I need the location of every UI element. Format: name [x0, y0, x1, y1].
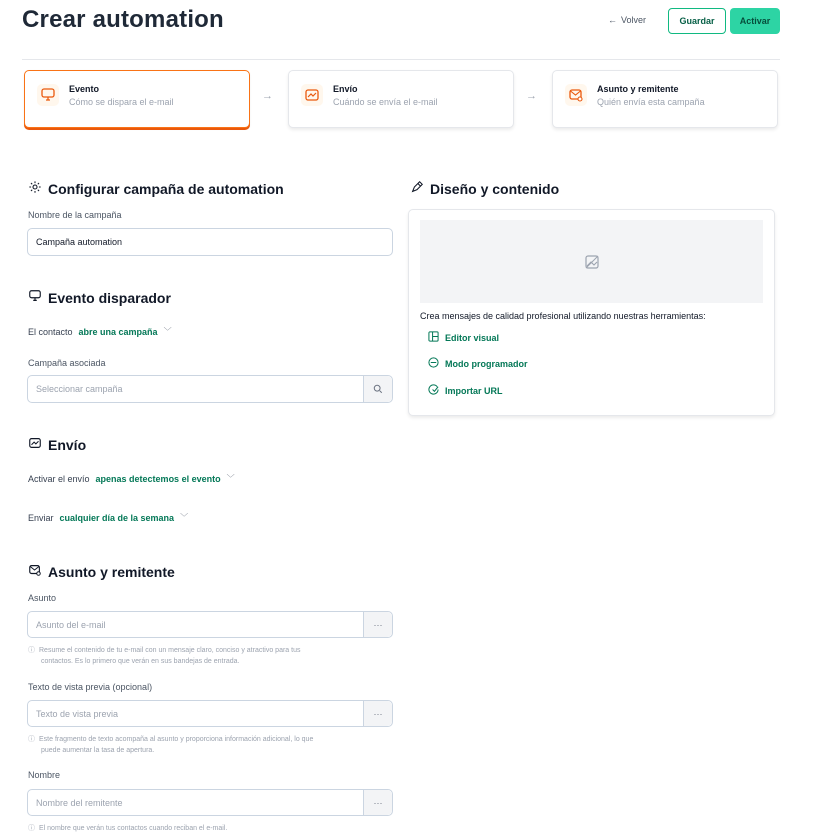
- activate-button[interactable]: Activar: [730, 8, 780, 34]
- subject-hint-line-1: Resume el contenido de tu e-mail con un mensaje claro, conciso y atractivo para tus: [39, 647, 301, 654]
- sender-placeholder: Nombre del remitente: [36, 797, 123, 808]
- design-preview: [420, 220, 763, 303]
- send-heading: [28, 436, 86, 453]
- code-mode-link[interactable]: [428, 357, 528, 370]
- trigger-heading: [28, 289, 171, 306]
- step-evento[interactable]: [24, 70, 250, 128]
- monitor-pointer-icon: [28, 289, 42, 306]
- sender-label: Nombre: [28, 770, 61, 780]
- import-url-icon: [428, 384, 439, 397]
- chevron-down-icon[interactable]: ﹀: [163, 327, 172, 336]
- step-subtitle: Quién envía esta campaña: [597, 97, 705, 107]
- activate-send-row: [28, 473, 235, 484]
- contact-trigger-row: [28, 326, 172, 337]
- arrow-right-icon: →: [526, 90, 537, 102]
- send-day-row: [28, 512, 188, 523]
- preview-hint: [28, 734, 313, 756]
- page-title: Crear automation: [22, 6, 224, 33]
- step-asunto[interactable]: [552, 70, 778, 128]
- sender-hint: [28, 823, 227, 834]
- editor-visual-link[interactable]: [428, 331, 499, 344]
- search-button[interactable]: [363, 376, 392, 402]
- campaign-name-label: Nombre de la campaña: [28, 210, 122, 220]
- preview-hint-line-2: puede aumentar la tasa de apertura.: [41, 747, 155, 754]
- save-button[interactable]: Guardar: [668, 8, 726, 34]
- editor-visual-label: Editor visual: [445, 332, 500, 343]
- divider: [22, 59, 780, 60]
- layout-icon: [428, 331, 439, 344]
- subject-placeholder: Asunto del e-mail: [36, 619, 106, 630]
- chevron-down-icon[interactable]: ﹀: [180, 513, 189, 522]
- step-title: Asunto y remitente: [597, 84, 679, 94]
- chart-window-icon: [28, 436, 42, 453]
- image-placeholder-icon: [584, 254, 600, 270]
- more-options-button[interactable]: ···: [363, 612, 392, 637]
- design-description: Crea mensajes de calidad profesional utilizando nuestras herramientas:: [420, 311, 706, 321]
- send-day-prefix: Enviar: [28, 512, 54, 523]
- preview-input[interactable]: [27, 700, 393, 727]
- info-icon: ⓘ: [28, 736, 35, 743]
- step-subtitle: Cuándo se envía el e-mail: [333, 97, 438, 107]
- subject-heading-text: Asunto y remitente: [48, 563, 175, 580]
- monitor-pointer-icon: [37, 84, 59, 106]
- sender-input[interactable]: [27, 789, 393, 816]
- send-day-dropdown[interactable]: cualquier día de la semana: [59, 512, 175, 523]
- contact-trigger-dropdown[interactable]: abre una campaña: [78, 326, 158, 337]
- design-heading: [410, 180, 559, 197]
- campaign-search-placeholder: Seleccionar campaña: [36, 384, 123, 394]
- step-title: Envío: [333, 84, 358, 94]
- mail-search-icon: [28, 563, 42, 580]
- subject-heading: [28, 563, 175, 580]
- trigger-heading-text: Evento disparador: [48, 289, 171, 306]
- preview-hint-line-1: Este fragmento de texto acompaña al asunto y proporciona información adicional, lo que: [39, 736, 314, 743]
- info-icon: ⓘ: [28, 825, 35, 832]
- subject-input[interactable]: [27, 611, 393, 638]
- subject-hint: [28, 645, 300, 667]
- sender-hint-text: El nombre que verán tus contactos cuando reciban el e-mail.: [39, 825, 228, 832]
- config-heading-text: Configurar campaña de automation: [48, 180, 284, 197]
- import-url-label: Importar URL: [445, 385, 503, 396]
- info-icon: ⓘ: [28, 647, 35, 654]
- search-icon: [373, 384, 383, 394]
- back-link[interactable]: [608, 15, 646, 25]
- subject-hint-line-2: contactos. Es lo primero que verán en sus bandejas de entrada.: [41, 658, 240, 665]
- more-options-button[interactable]: ···: [363, 790, 392, 815]
- activate-send-dropdown[interactable]: apenas detectemos el evento: [95, 473, 221, 484]
- preview-placeholder: Texto de vista previa: [36, 708, 119, 719]
- step-subtitle: Cómo se dispara el e-mail: [69, 97, 174, 107]
- contact-prefix: El contacto: [28, 326, 73, 337]
- more-options-button[interactable]: ···: [363, 701, 392, 726]
- subject-label: Asunto: [28, 593, 57, 603]
- chart-window-icon: [301, 84, 323, 106]
- chevron-down-icon[interactable]: ﹀: [226, 474, 235, 483]
- arrow-right-icon: →: [262, 90, 273, 102]
- code-icon: [428, 357, 439, 370]
- campaign-name-input[interactable]: [27, 228, 393, 256]
- step-title: Evento: [69, 84, 100, 94]
- gear-icon: [28, 180, 42, 197]
- design-heading-text: Diseño y contenido: [430, 180, 560, 197]
- campaign-search-input[interactable]: [27, 375, 393, 403]
- preview-label: Texto de vista previa (opcional): [28, 682, 153, 692]
- campaign-assoc-label: Campaña asociada: [28, 358, 106, 368]
- code-mode-label: Modo programador: [445, 358, 528, 369]
- campaign-name-value: Campaña automation: [36, 237, 123, 247]
- config-heading: [28, 180, 284, 197]
- step-envio[interactable]: [288, 70, 514, 128]
- import-url-link[interactable]: [428, 384, 503, 397]
- arrow-left-icon: ←: [608, 15, 617, 25]
- mail-search-icon: [565, 84, 587, 106]
- send-heading-text: Envío: [48, 436, 87, 453]
- activate-send-prefix: Activar el envío: [28, 473, 90, 484]
- back-label: Volver: [621, 15, 647, 25]
- pen-icon: [410, 180, 424, 197]
